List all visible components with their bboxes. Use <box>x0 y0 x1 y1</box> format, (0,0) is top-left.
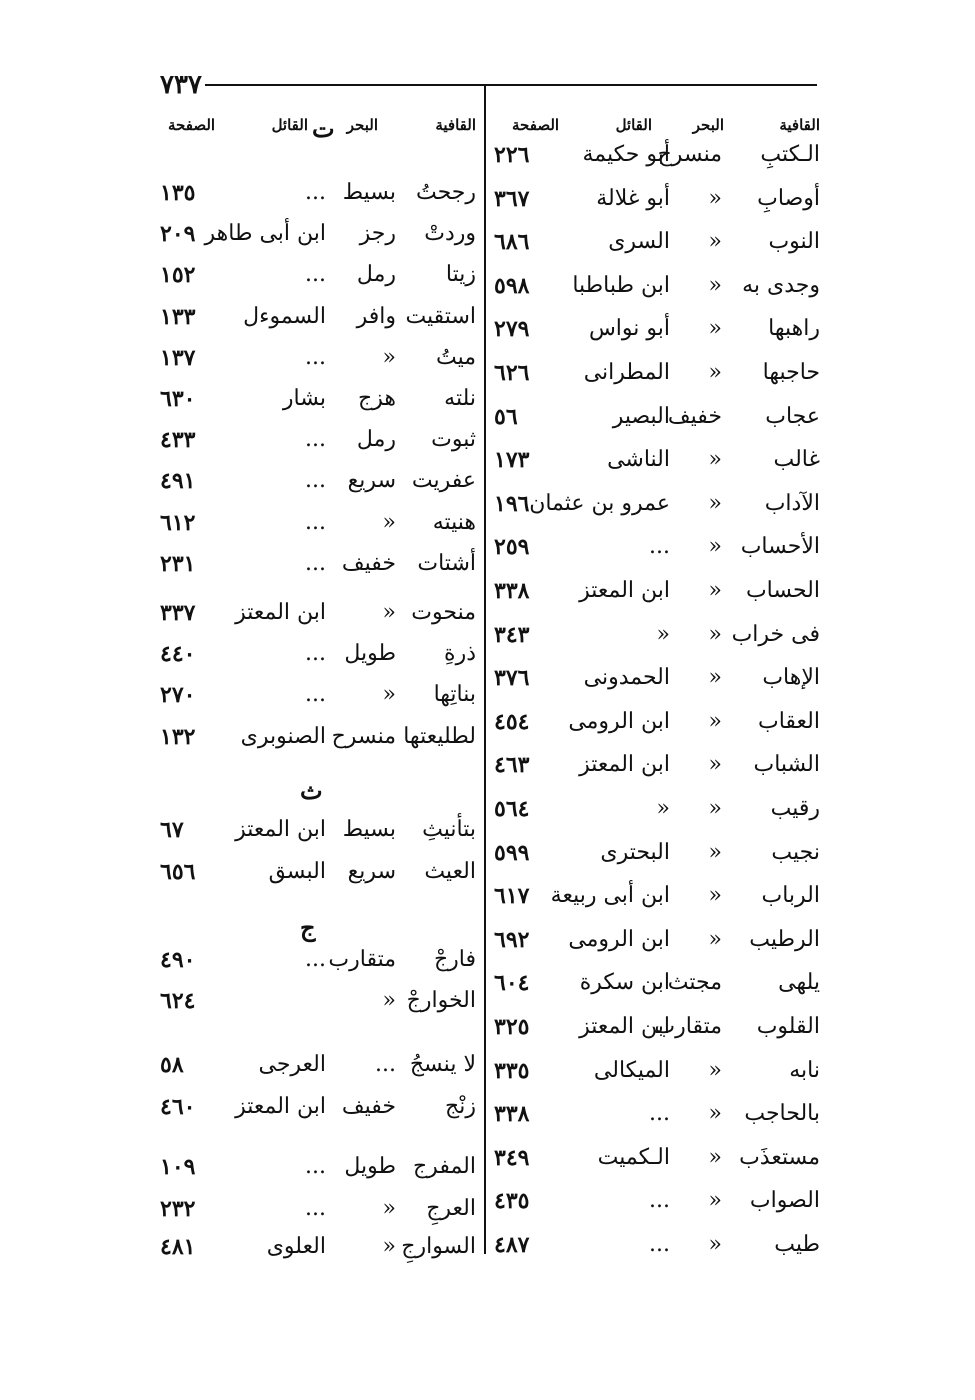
index-row <box>160 943 476 981</box>
poet-cell: ... <box>649 1101 670 1127</box>
meter-cell: مجتث <box>667 970 722 996</box>
index-row <box>494 1010 820 1048</box>
rhyme-cell: بتأنيثِ <box>422 817 476 842</box>
index-row <box>494 443 820 481</box>
meter-cell: رمل <box>356 427 396 453</box>
index-row <box>160 984 476 1022</box>
rhyme-cell: يلهى <box>778 970 820 996</box>
page-cell: ٦٧ <box>160 817 184 843</box>
poet-cell: ابن الرومى <box>568 708 670 734</box>
meter-cell: « <box>708 665 722 691</box>
poet-cell: ابن المعتز <box>235 600 326 625</box>
page-cell: ٤٦٣ <box>494 752 530 779</box>
page-cell: ٢٧٠ <box>160 682 196 709</box>
index-row <box>160 258 476 296</box>
index-row <box>494 879 820 917</box>
index-row <box>494 487 820 525</box>
rhyme-cell: نلته <box>444 386 476 411</box>
meter-cell: « <box>708 1188 722 1214</box>
section-letter: ج <box>300 913 316 942</box>
rhyme-cell: نجيب <box>771 839 820 865</box>
page-cell: ٤٨٧ <box>494 1232 530 1258</box>
page-cell: ٦٣٠ <box>160 386 196 412</box>
index-row <box>494 923 820 961</box>
poet-cell: ابن المعتز <box>579 752 670 778</box>
page-cell: ١٠٩ <box>160 1154 196 1180</box>
meter-cell: « <box>382 682 396 708</box>
meter-cell: « <box>708 1232 722 1257</box>
rhyme-cell: عجاب <box>765 403 820 429</box>
page-cell: ٤٣٥ <box>494 1188 530 1215</box>
rhyme-cell: نابه <box>789 1057 820 1083</box>
index-row <box>160 637 476 675</box>
rhyme-cell: الإهاب <box>762 665 820 691</box>
rhyme-cell: العيث <box>424 859 476 884</box>
page-cell: ٥٦ <box>494 403 518 430</box>
page-cell: ١٣٥ <box>160 180 196 206</box>
page-cell: ٤٨١ <box>160 1234 196 1260</box>
poet-cell: ... <box>305 550 326 576</box>
index-row <box>160 217 476 255</box>
page-number: ٧٣٧ <box>160 70 202 100</box>
header-poet: القائل <box>615 116 652 134</box>
rhyme-cell: الأحساب <box>740 534 820 560</box>
rhyme-cell: زنْج <box>445 1094 476 1119</box>
page-cell: ٦٢٦ <box>494 360 530 386</box>
index-row <box>494 1141 820 1179</box>
meter-cell: « <box>708 185 722 211</box>
poet-cell: ابن المعتز <box>235 1094 326 1119</box>
index-row <box>494 1097 820 1135</box>
index-row <box>494 530 820 568</box>
index-row <box>160 547 476 585</box>
poet-cell: ابن طباطبا <box>572 272 670 298</box>
meter-cell: « <box>708 752 722 778</box>
index-row <box>494 1184 820 1222</box>
poet-cell: ... <box>305 344 326 370</box>
rhyme-cell: العقاب <box>758 708 820 734</box>
rhyme-cell: استقيت <box>405 303 476 329</box>
page-cell: ٣٣٧ <box>160 600 196 626</box>
rhyme-cell: راهبها <box>768 316 820 342</box>
rhyme-cell: لطليعتها <box>403 723 476 749</box>
page-cell: ١٥٢ <box>160 262 196 289</box>
page-cell: ٣٣٥ <box>494 1057 530 1084</box>
poet-cell: الناشى <box>607 447 670 473</box>
index-row <box>160 341 476 379</box>
rhyme-cell: السوارجِ <box>401 1234 476 1259</box>
page-cell: ٣٤٩ <box>494 1144 530 1171</box>
meter-cell: « <box>708 926 722 952</box>
rhyme-cell: الـكتبِ <box>760 142 820 167</box>
rhyme-cell: الحساب <box>745 578 820 603</box>
page-cell: ٥٩٨ <box>494 272 530 299</box>
meter-cell: رجز <box>359 221 396 247</box>
poet-cell: « <box>656 796 670 821</box>
meter-cell: « <box>708 229 722 255</box>
page-cell: ٣٣٨ <box>494 578 530 604</box>
meter-cell: « <box>382 1234 396 1259</box>
rhyme-cell: ذرةِ <box>444 641 476 667</box>
index-row <box>160 1230 476 1268</box>
meter-cell: « <box>708 447 722 473</box>
page-cell: ٣٣٨ <box>494 1101 530 1128</box>
page-cell: ٦١٢ <box>160 509 196 536</box>
top-rule <box>205 84 817 86</box>
poet-cell: ابن أبى طاهر <box>204 221 326 247</box>
poet-cell: البصير <box>612 403 670 429</box>
index-row <box>494 356 820 394</box>
page-cell: ٦٩٢ <box>494 926 530 953</box>
header-rhyme: القافية <box>779 116 820 134</box>
right-column-header <box>494 108 820 138</box>
index-row <box>160 1090 476 1128</box>
meter-cell: « <box>382 1196 396 1221</box>
index-row <box>494 574 820 612</box>
meter-cell: ... <box>375 1052 396 1077</box>
meter-cell: « <box>708 490 722 516</box>
index-row <box>160 720 476 758</box>
page-cell: ٤٥٤ <box>494 708 530 735</box>
right-column <box>494 108 820 1258</box>
index-row <box>160 1048 476 1086</box>
index-row <box>160 464 476 502</box>
meter-cell: منسرح <box>657 142 722 167</box>
poet-cell: الـكميت <box>597 1144 670 1170</box>
page-cell: ٣٧٦ <box>494 665 530 692</box>
rhyme-cell: ميتُ <box>435 344 476 370</box>
header-page: الصفحة <box>168 116 216 134</box>
index-row <box>494 748 820 786</box>
meter-cell: خفيف <box>341 550 396 576</box>
rhyme-cell: وجدى به <box>742 272 820 298</box>
meter-cell: « <box>708 708 722 734</box>
index-row <box>160 506 476 544</box>
rhyme-cell: الخوارجْ <box>406 988 476 1013</box>
meter-cell: « <box>708 1057 722 1083</box>
meter-cell: « <box>382 988 396 1013</box>
page-cell: ٢٢٦ <box>494 142 530 168</box>
page-cell: ٢٧٩ <box>494 316 530 343</box>
rhyme-cell: رجحتُ <box>415 180 476 205</box>
meter-cell: بسيط <box>342 180 396 205</box>
rhyme-cell: وردتْ <box>424 221 476 247</box>
poet-cell: الصنوبرى <box>240 723 326 749</box>
meter-cell: « <box>708 839 722 865</box>
meter-cell: سريع <box>347 468 396 494</box>
meter-cell: هزج <box>358 386 396 411</box>
poet-cell: ... <box>305 509 326 535</box>
index-row <box>160 596 476 634</box>
page-cell: ٣٦٧ <box>494 185 530 212</box>
poet-cell: أبو حكيمة <box>582 142 670 167</box>
rhyme-cell: العرجِ <box>426 1196 476 1221</box>
page-cell: ٢٣٢ <box>160 1196 196 1222</box>
rhyme-cell: طيب <box>774 1232 820 1257</box>
poet-cell: ابن المعتز <box>579 578 670 603</box>
rhyme-cell: الرباب <box>761 883 820 909</box>
rhyme-cell: فارجْ <box>433 947 476 972</box>
poet-cell: ابن سكرة <box>579 970 670 996</box>
rhyme-cell: رقيب <box>770 796 820 821</box>
page-cell: ٤٩١ <box>160 468 196 495</box>
meter-cell: منسرح <box>331 723 396 749</box>
meter-cell: طويل <box>344 641 396 667</box>
poet-cell: ... <box>305 427 326 453</box>
index-row <box>494 618 820 656</box>
meter-cell: « <box>708 796 722 821</box>
poet-cell: العلوى <box>266 1234 326 1259</box>
poet-cell: المطرانى <box>583 360 670 385</box>
page-cell: ٢٠٩ <box>160 221 196 248</box>
meter-cell: « <box>708 272 722 298</box>
section-letter: ت <box>312 114 335 143</box>
header-meter: البحر <box>692 116 724 134</box>
poet-cell: ابن أبى ربيعة <box>550 883 670 909</box>
index-row <box>160 176 476 214</box>
poet-cell: ابن المعتز <box>579 1014 670 1039</box>
poet-cell: الحمدونى <box>583 665 670 691</box>
poet-cell: ... <box>305 1154 326 1179</box>
index-row <box>494 1054 820 1092</box>
poet-cell: ... <box>305 682 326 708</box>
page-cell: ١٩٦ <box>494 490 530 517</box>
rhyme-cell: لا ينسجُ <box>409 1052 476 1077</box>
page-cell: ٤٣٣ <box>160 427 196 454</box>
header-poet: القائل <box>271 116 308 134</box>
index-row <box>494 269 820 307</box>
rhyme-cell: منحوت <box>411 600 476 625</box>
poet-cell: ... <box>305 262 326 288</box>
rhyme-cell: الصواب <box>749 1188 820 1214</box>
meter-cell: خفيف <box>667 403 722 429</box>
poet-cell: ... <box>305 947 326 972</box>
index-row <box>160 813 476 851</box>
meter-cell: « <box>382 344 396 370</box>
poet-cell: بشار <box>282 386 326 411</box>
poet-cell: العرجى <box>258 1052 326 1077</box>
page-cell: ١٣٢ <box>160 723 196 750</box>
left-column <box>160 108 476 1258</box>
poet-cell: ... <box>305 468 326 494</box>
rhyme-cell: بالحاجب <box>744 1101 820 1127</box>
meter-cell: خفيف <box>341 1094 396 1119</box>
meter-cell: وافر <box>356 303 396 329</box>
meter-cell: رمل <box>356 262 396 288</box>
rhyme-cell: ثبوت <box>431 427 476 453</box>
page-cell: ١٣٣ <box>160 303 196 330</box>
index-row <box>160 423 476 461</box>
rhyme-cell: الرطيب <box>749 926 820 952</box>
rhyme-cell: غالب <box>773 447 820 473</box>
meter-cell: سريع <box>347 859 396 884</box>
index-row <box>494 661 820 699</box>
poet-cell: الميكالى <box>593 1057 670 1083</box>
page-cell: ٥٦٤ <box>494 796 530 822</box>
header-rhyme: القافية <box>435 116 476 134</box>
rhyme-cell: هنيته <box>432 509 476 535</box>
index-row <box>494 792 820 830</box>
page-cell: ٣٢٥ <box>494 1014 530 1040</box>
poet-cell: عمرو بن عثمان <box>529 490 670 516</box>
poet-cell: ... <box>305 180 326 205</box>
page-cell: ٤٩٠ <box>160 947 196 973</box>
index-row <box>494 705 820 743</box>
rhyme-cell: أوصابِ <box>757 185 820 211</box>
page-cell: ٦٨٦ <box>494 229 530 256</box>
page-cell: ١٣٧ <box>160 344 196 371</box>
poet-cell: البسق <box>268 859 326 884</box>
meter-cell: بسيط <box>342 817 396 842</box>
page-cell: ٢٥٩ <box>494 534 530 561</box>
page-cell: ٦٠٤ <box>494 970 530 997</box>
poet-cell: ... <box>649 534 670 560</box>
meter-cell: « <box>382 509 396 535</box>
index-row <box>160 382 476 420</box>
meter-cell: متقارب <box>328 947 396 972</box>
page-cell: ٤٦٠ <box>160 1094 196 1120</box>
index-row <box>494 138 820 176</box>
meter-cell: « <box>708 578 722 603</box>
rhyme-cell: مستعذَب <box>739 1144 820 1170</box>
poet-cell: ... <box>649 1188 670 1214</box>
page-cell: ٦٢٤ <box>160 988 196 1014</box>
meter-cell: « <box>708 316 722 342</box>
index-row <box>494 836 820 874</box>
rhyme-cell: فى خراب <box>731 621 820 647</box>
page-cell: ٥٨ <box>160 1052 184 1078</box>
rhyme-cell: حاجبها <box>762 360 820 385</box>
rhyme-cell: النوب <box>768 229 820 255</box>
index-row <box>494 312 820 350</box>
poet-cell: ... <box>305 641 326 667</box>
rhyme-cell: زيتا <box>445 262 476 288</box>
meter-cell: « <box>708 621 722 647</box>
rhyme-cell: أشتات <box>417 550 476 576</box>
page-cell: ٢٣١ <box>160 550 196 577</box>
index-row <box>160 300 476 338</box>
page-cell: ٣٤٣ <box>494 621 530 648</box>
meter-cell: طويل <box>344 1154 396 1179</box>
index-row <box>160 678 476 716</box>
column-divider <box>484 84 486 1254</box>
rhyme-cell: المفرج <box>412 1154 476 1179</box>
page-cell: ٦١٧ <box>494 883 530 910</box>
poet-cell: أبو غلالة <box>596 185 670 211</box>
index-row <box>494 1228 820 1266</box>
section-letter: ث <box>300 776 323 805</box>
meter-cell: « <box>708 1144 722 1170</box>
meter-cell: « <box>382 600 396 625</box>
page-cell: ٥٩٩ <box>494 839 530 866</box>
poet-cell: ابن المعتز <box>235 817 326 842</box>
index-row <box>160 1192 476 1230</box>
rhyme-cell: الشباب <box>753 752 820 778</box>
rhyme-cell: بناتِها <box>433 682 476 708</box>
poet-cell: البحترى <box>600 839 670 865</box>
header-page: الصفحة <box>512 116 560 134</box>
index-row <box>160 1150 476 1188</box>
poet-cell: ... <box>305 1196 326 1221</box>
poet-cell: أبو نواس <box>588 316 670 342</box>
poet-cell: السرى <box>608 229 670 255</box>
index-row <box>494 966 820 1004</box>
meter-cell: « <box>708 883 722 909</box>
index-row <box>494 225 820 263</box>
rhyme-cell: عفريت <box>411 468 476 494</box>
poet-cell: ابن الرومى <box>568 926 670 952</box>
meter-cell: « <box>708 534 722 560</box>
rhyme-cell: القلوب <box>756 1014 820 1039</box>
meter-cell: « <box>708 360 722 385</box>
meter-cell: « <box>708 1101 722 1127</box>
index-row <box>494 400 820 438</box>
header-meter: البحر <box>346 116 378 134</box>
index-row <box>494 182 820 220</box>
page-cell: ٤٤٠ <box>160 641 196 668</box>
meter-cell: متقارب <box>654 1014 722 1039</box>
page-cell: ٦٥٦ <box>160 859 196 885</box>
poet-cell: ... <box>649 1232 670 1257</box>
poet-cell: « <box>656 621 670 647</box>
rhyme-cell: الآداب <box>764 490 820 516</box>
index-row <box>160 855 476 893</box>
page-cell: ١٧٣ <box>494 447 530 474</box>
poet-cell: السموءل <box>243 303 326 329</box>
